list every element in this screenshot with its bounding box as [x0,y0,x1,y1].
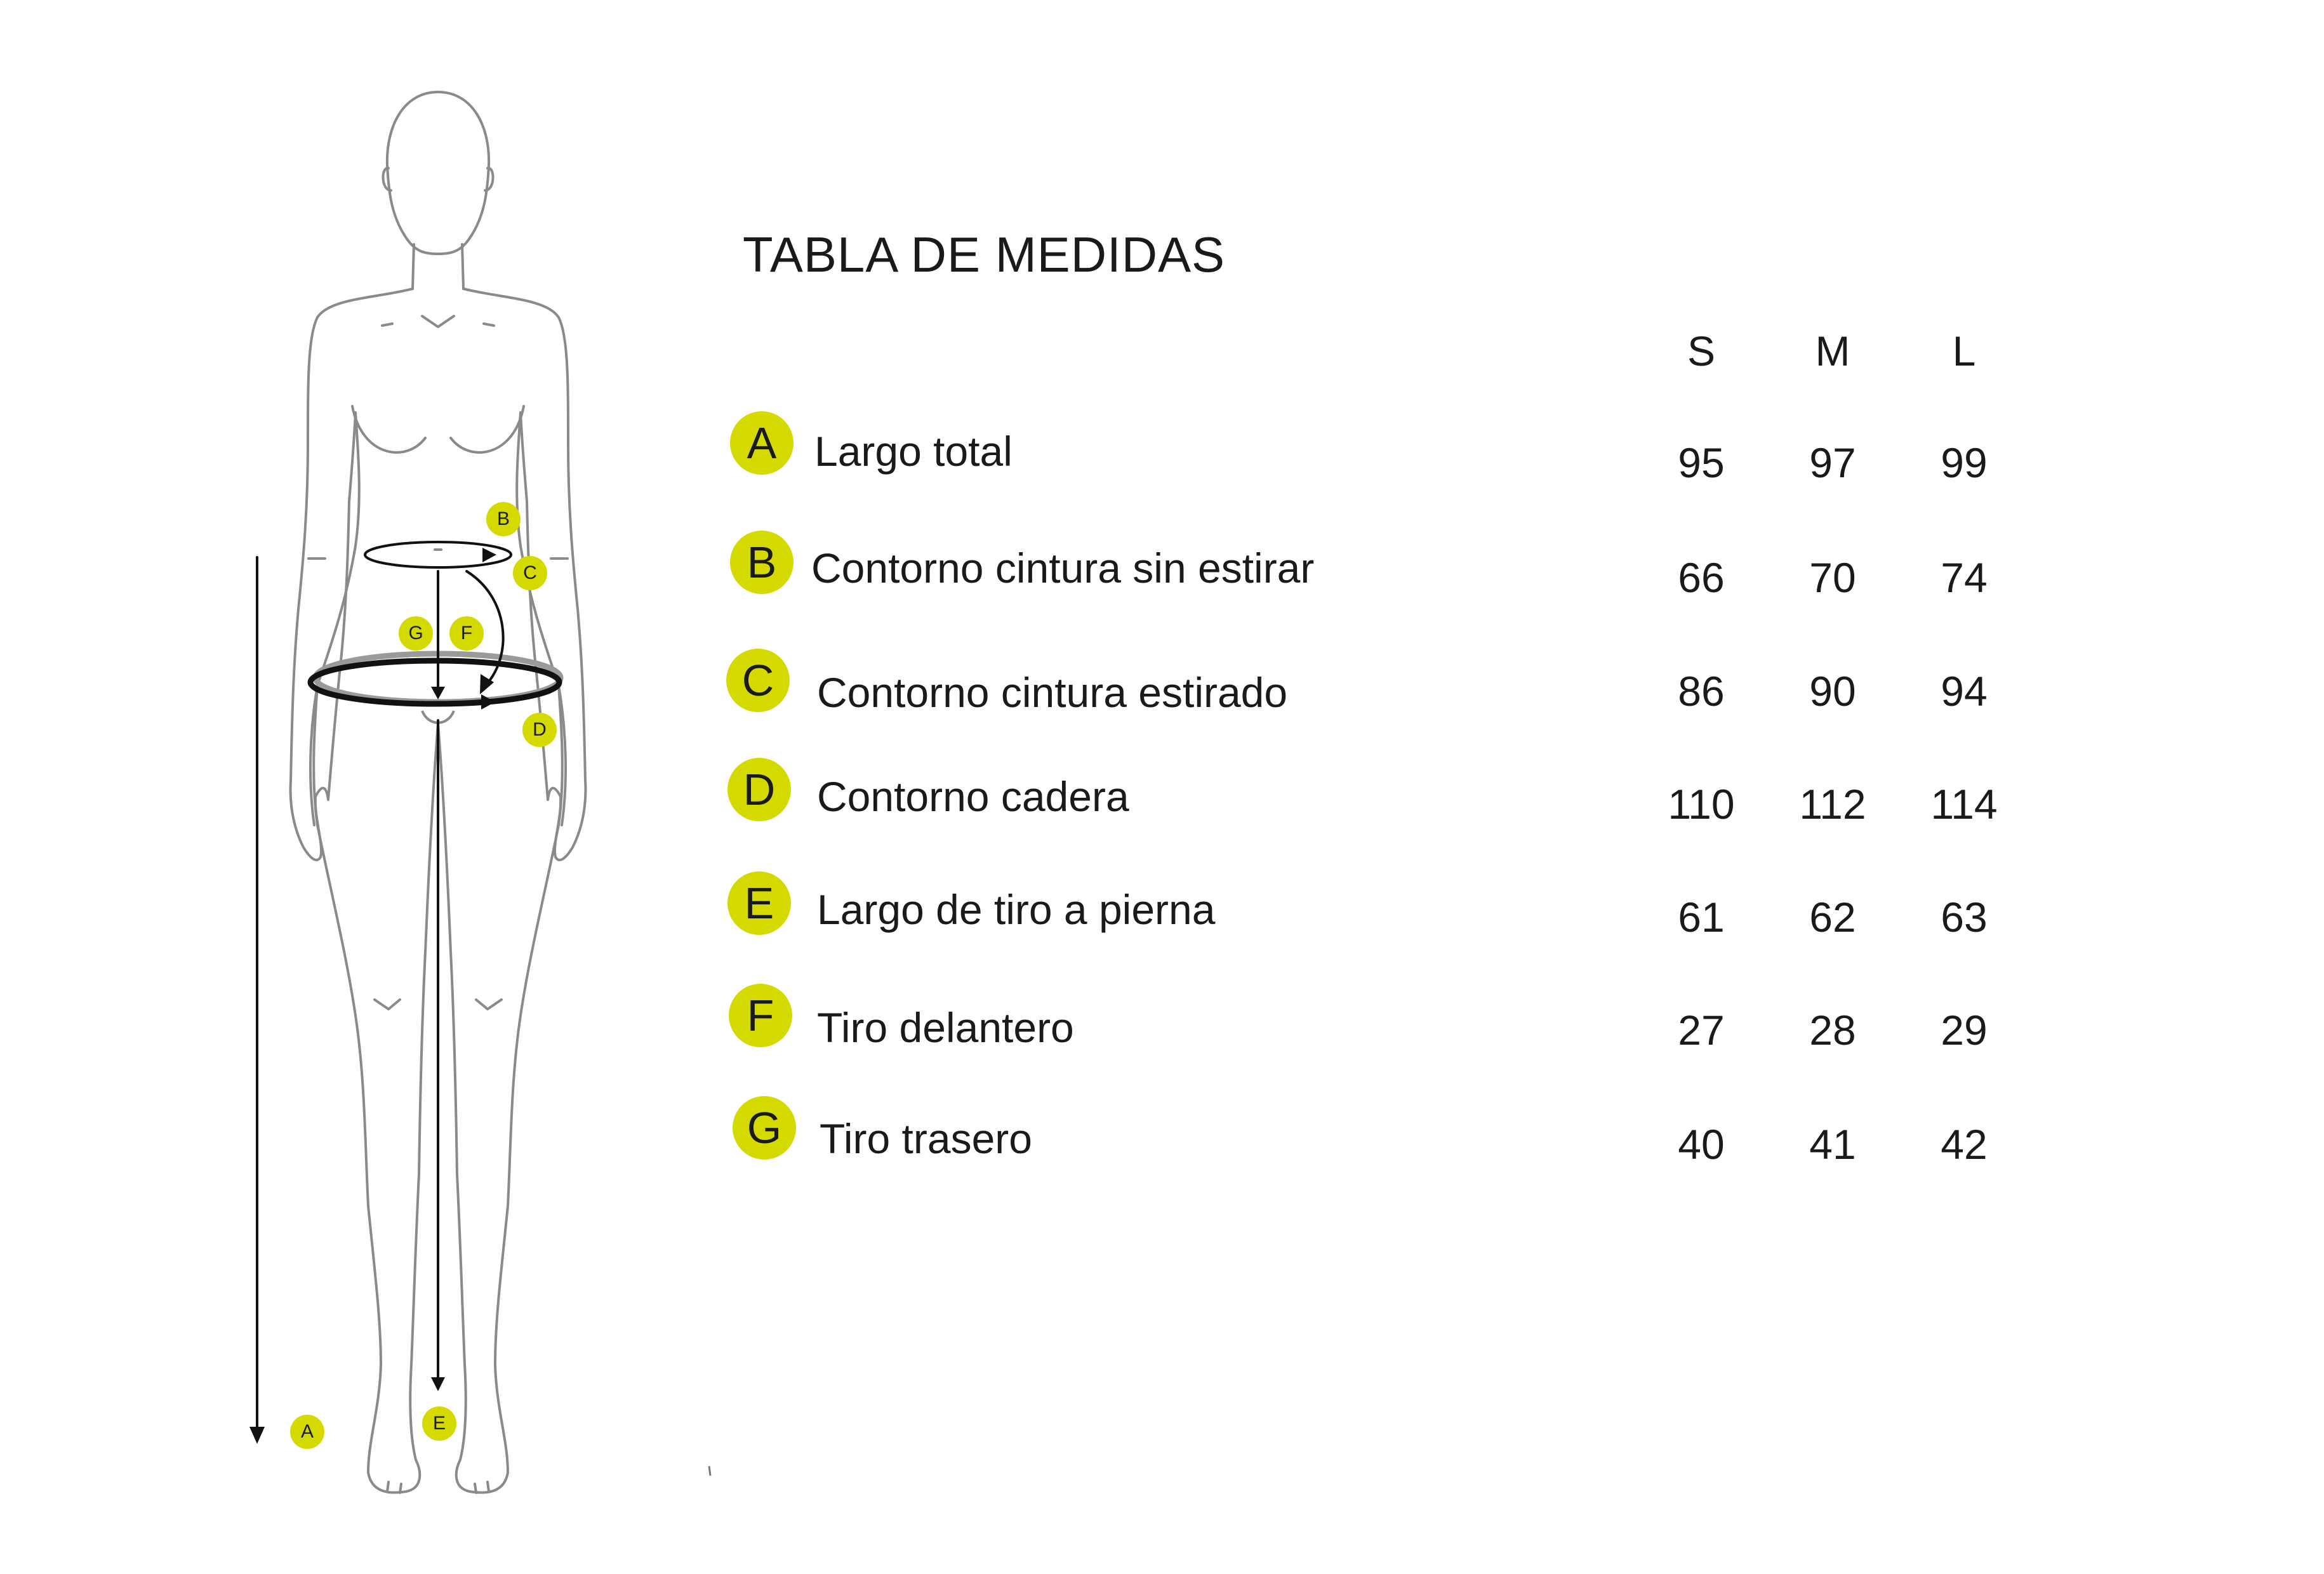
cell-f-s: 27 [1678,1007,1725,1054]
figure-marker-a: A [290,1415,324,1449]
figure-marker-c: C [513,556,547,590]
row-badge-g: G [733,1096,796,1160]
cell-c-l: 94 [1941,668,1988,715]
figure-marker-g: G [399,616,433,651]
row-label-e: Largo de tiro a pierna [817,886,1216,933]
size-header-l: L [1952,327,1976,374]
measurement-guides [257,542,559,1433]
figure-marker-f: F [449,616,484,651]
cell-b-s: 66 [1678,554,1725,601]
cell-e-l: 63 [1941,894,1988,941]
row-label-b: Contorno cintura sin estirar [811,545,1315,592]
row-label-c: Contorno cintura estirado [817,669,1288,716]
size-header-m: M [1815,327,1850,374]
cell-f-l: 29 [1941,1007,1988,1054]
row-badge-f: F [729,984,792,1047]
row-badge-d: D [727,758,791,821]
size-header-s: S [1687,327,1716,374]
cell-g-l: 42 [1941,1121,1988,1168]
cell-e-s: 61 [1678,894,1725,941]
cell-a-m: 97 [1809,439,1856,486]
row-badge-b: B [730,531,793,594]
cell-d-m: 112 [1799,781,1866,828]
row-label-f: Tiro delantero [817,1004,1074,1051]
arrowheads [249,548,496,1444]
cell-c-m: 90 [1809,668,1856,715]
row-badge-a: A [730,411,793,475]
cell-e-m: 62 [1809,894,1856,941]
hip-measure-line [310,661,559,704]
head-outline [387,92,489,254]
row-badge-e: E [727,871,791,935]
row-badge-c: C [726,649,790,712]
cell-g-m: 41 [1809,1121,1856,1168]
row-label-a: Largo total [814,428,1013,475]
cell-a-l: 99 [1941,439,1988,486]
cell-b-l: 74 [1941,554,1988,601]
cell-f-m: 28 [1809,1007,1856,1054]
cell-g-s: 40 [1678,1121,1725,1168]
cell-c-s: 86 [1678,668,1725,715]
row-label-d: Contorno cadera [817,773,1129,820]
cell-d-s: 110 [1668,781,1735,828]
row-label-g: Tiro trasero [820,1115,1032,1162]
cell-a-s: 95 [1678,439,1725,486]
page-title: TABLA DE MEDIDAS [743,227,1226,282]
figure-marker-d: D [522,713,557,747]
cell-b-m: 70 [1809,554,1856,601]
figure-marker-e: E [422,1406,456,1441]
figure-marker-b: B [486,502,521,536]
cell-d-l: 114 [1930,781,1998,828]
